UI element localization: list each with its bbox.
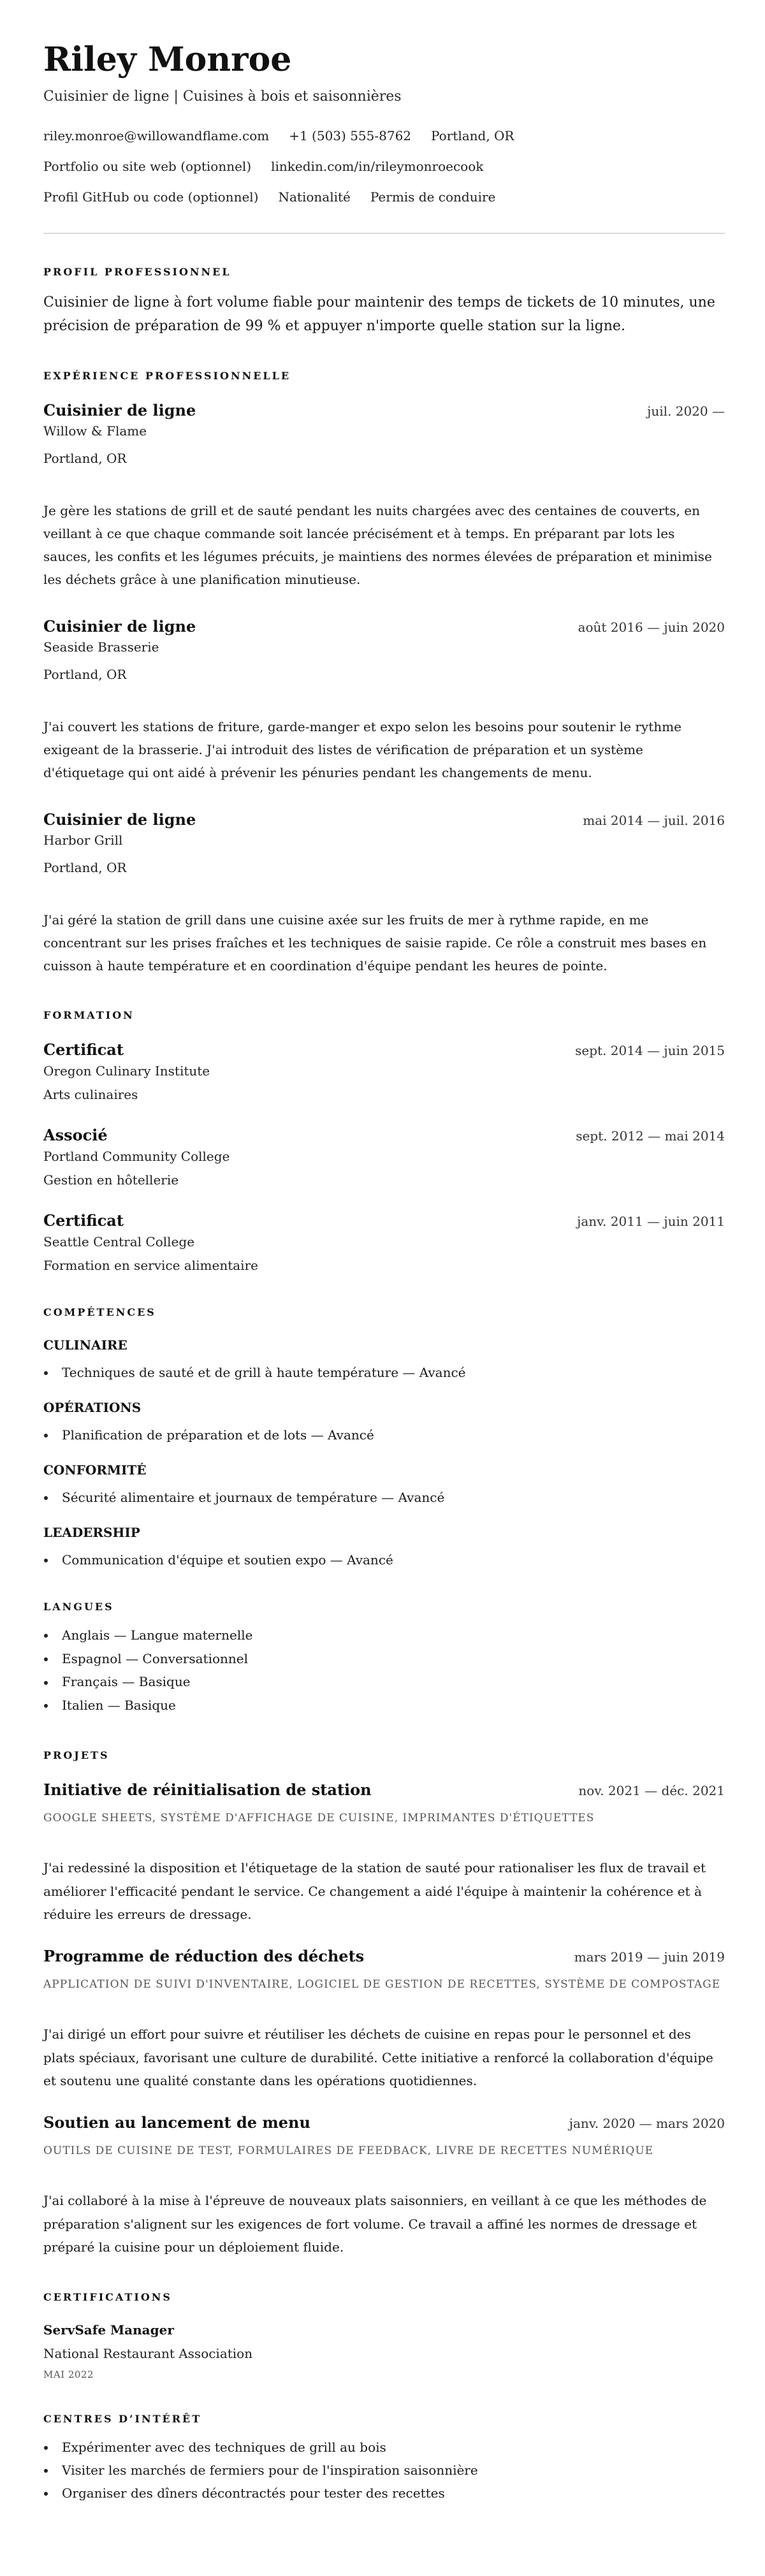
job-location: Portland, OR	[43, 860, 127, 875]
languages-list	[43, 1624, 725, 1717]
contact-item: Portland, OR	[431, 128, 514, 143]
contact-item: +1 (503) 555-8762	[289, 128, 412, 143]
institution: Seattle Central College	[43, 1234, 195, 1249]
contact-item: Nationalité	[278, 189, 351, 205]
language-item: Français — Basique	[43, 1670, 725, 1694]
certification-entry	[43, 2322, 725, 2381]
contact-row	[43, 127, 725, 145]
skill-category: CULINAIRE	[43, 1337, 127, 1353]
project-tools: GOOGLE SHEETS, SYSTÈME D'AFFICHAGE DE CUISINE, IMPRIMANTES D'ÉTIQUETTES	[43, 1811, 595, 1824]
project-tools: APPLICATION DE SUIVI D'INVENTAIRE, LOGICIEL DE GESTION DE RECETTES, SYSTÈME DE COMPOSTAGE	[43, 1977, 721, 1991]
job-header	[43, 401, 725, 421]
education-entry	[43, 1126, 725, 1189]
skill-item: Communication d'équipe et soutien expo — Avancé	[43, 1551, 725, 1569]
contact-row	[43, 188, 725, 206]
skill-item: Techniques de sauté et de grill à haute température — Avancé	[43, 1364, 725, 1381]
certification-issuer: National Restaurant Association	[43, 2346, 253, 2362]
job-title: Cuisinier de ligne	[43, 617, 196, 636]
field-of-study: Formation en service alimentaire	[43, 1258, 258, 1273]
skill-category: OPÉRATIONS	[43, 1400, 142, 1415]
company-name: Harbor Grill	[43, 833, 123, 848]
candidate-headline: Cuisinier de ligne | Cuisines à bois et saisonnières	[43, 89, 402, 105]
skill-category: CONFORMITÉ	[43, 1462, 147, 1478]
job-location: Portland, OR	[43, 451, 127, 466]
education-header	[43, 1211, 725, 1231]
field-of-study: Arts culinaires	[43, 1087, 138, 1102]
project-entry	[43, 2113, 725, 2259]
education-section	[43, 1008, 725, 1274]
job-entry	[43, 810, 725, 977]
contact-row	[43, 157, 725, 175]
section-heading: CERTIFICATIONS	[43, 2291, 172, 2304]
education-dates: janv. 2011 — juin 2011	[577, 1214, 725, 1229]
section-heading: PROJETS	[43, 1749, 110, 1761]
job-header	[43, 810, 725, 830]
contact-item: Profil GitHub ou code (optionnel)	[43, 189, 259, 205]
education-dates: sept. 2012 — mai 2014	[576, 1128, 725, 1144]
certification-date: MAI 2022	[43, 2369, 94, 2381]
project-dates: janv. 2020 — mars 2020	[569, 2116, 725, 2132]
section-heading: CENTRES D’INTÉRÊT	[43, 2413, 202, 2426]
project-dates: nov. 2021 — déc. 2021	[578, 1782, 725, 1798]
interest-item: Organiser des dîners décontractés pour tester des recettes	[43, 2482, 725, 2505]
skill-category: LEADERSHIP	[43, 1525, 140, 1540]
degree: Associé	[43, 1126, 108, 1144]
interest-item: Expérimenter avec des techniques de grill au bois	[43, 2436, 725, 2459]
degree: Certificat	[43, 1211, 124, 1230]
project-header	[43, 1780, 725, 1800]
section-heading: COMPÉTENCES	[43, 1306, 156, 1318]
job-dates: juil. 2020 —	[647, 404, 725, 419]
project-title: Initiative de réinitialisation de station	[43, 1780, 372, 1799]
company-name: Seaside Brasserie	[43, 639, 159, 655]
section-heading: LANGUES	[43, 1601, 114, 1613]
experience-section	[43, 369, 725, 977]
certifications-section	[43, 2290, 725, 2381]
interests-list	[43, 2436, 725, 2505]
contact-item: Portfolio ou site web (optionnel)	[43, 159, 252, 174]
education-dates: sept. 2014 — juin 2015	[575, 1043, 725, 1058]
language-item: Anglais — Langue maternelle	[43, 1624, 725, 1647]
job-description: J'ai couvert les stations de friture, garde-manger et expo selon les besoins pour soutenir le rythme exigeant de la brasserie. J'ai introduit des listes de vérification de préparation et un système d'étiquetage qui ont aidé à prévenir les pénuries pendant les changements de menu.	[43, 719, 681, 780]
email-link[interactable]: riley.monroe@willowandflame.com	[43, 128, 270, 143]
project-description: J'ai redessiné la disposition et l'étiquetage de la station de sauté pour rationaliser les flux de travail et améliorer l'efficacité pendant le service. Ce changement a aidé l'équipe à maintenir la cohérence et à réduire les erreurs de dressage.	[43, 1859, 706, 1923]
section-heading: PROFIL PROFESSIONNEL	[43, 266, 231, 278]
projects-section	[43, 1749, 725, 2259]
skill-list	[43, 1426, 725, 1444]
summary-text: Cuisinier de ligne à fort volume fiable pour maintenir des temps de tickets de 10 minutes, une précision de préparation de 99 % et appuyer n'importe quelle station sur la ligne.	[43, 295, 715, 334]
project-tools: OUTILS DE CUISINE DE TEST, FORMULAIRES DE FEEDBACK, LIVRE DE RECETTES NUMÉRIQUE	[43, 2144, 654, 2158]
education-entry	[43, 1211, 725, 1274]
job-location: Portland, OR	[43, 667, 127, 682]
skill-item: Planification de préparation et de lots — Avancé	[43, 1426, 725, 1444]
skill-list	[43, 1364, 725, 1381]
job-description: Je gère les stations de grill et de sauté pendant les nuits chargées avec des centaines de couverts, en veillant à ce que chaque commande soit lancée précisément et à temps. En préparant par lots les sauces, les confits et les légumes précuits, je maintiens des normes élevées de préparation et minimise les déchets grâce à une planification minutieuse.	[43, 503, 712, 587]
certification-name: ServSafe Manager	[43, 2322, 174, 2338]
project-header	[43, 1947, 725, 1967]
project-title: Programme de réduction des déchets	[43, 1946, 365, 1965]
job-description: J'ai géré la station de grill dans une cuisine axée sur les fruits de mer à rythme rapide, en me concentrant sur les prises fraîches et les techniques de saisie rapide. Ce rôle a construit mes bases en cuisson à haute température et en coordination d'équipe pendant les heures de pointe.	[43, 912, 707, 973]
field-of-study: Gestion en hôtellerie	[43, 1172, 179, 1188]
language-item: Espagnol — Conversationnel	[43, 1647, 725, 1671]
project-header	[43, 2113, 725, 2133]
languages-section	[43, 1600, 725, 1717]
skills-section	[43, 1306, 725, 1569]
project-title: Soutien au lancement de menu	[43, 2113, 310, 2132]
candidate-name: Riley Monroe	[43, 40, 292, 79]
job-dates: mai 2014 — juil. 2016	[583, 813, 725, 828]
skill-item: Sécurité alimentaire et journaux de température — Avancé	[43, 1488, 725, 1506]
job-dates: août 2016 — juin 2020	[578, 620, 725, 635]
project-entry	[43, 1780, 725, 1926]
institution: Oregon Culinary Institute	[43, 1063, 210, 1079]
project-description: J'ai dirigé un effort pour suivre et réutiliser les déchets de cuisine en repas pour le personnel et des plats spéciaux, favorisant une culture de durabilité. Cette initiative a renforcé la collaboration d'équipe et soutenu une qualité constante dans les opérations quotidiennes.	[43, 2026, 713, 2089]
project-entry	[43, 1947, 725, 2093]
education-entry	[43, 1040, 725, 1103]
project-description: J'ai collaboré à la mise à l'épreuve de nouveaux plats saisonniers, en veillant à ce que les méthodes de préparation s'alignent sur les exigences de fort volume. Ce travail a affiné les normes de dressage et préparé la cuisine pour un déploiement fluide.	[43, 2193, 707, 2255]
institution: Portland Community College	[43, 1149, 230, 1164]
job-entry	[43, 401, 725, 591]
job-title: Cuisinier de ligne	[43, 810, 196, 829]
section-heading: EXPÉRIENCE PROFESSIONNELLE	[43, 370, 291, 382]
company-name: Willow & Flame	[43, 423, 147, 439]
interests-section	[43, 2412, 725, 2505]
contact-info	[43, 127, 725, 206]
job-header	[43, 617, 725, 637]
project-dates: mars 2019 — juin 2019	[574, 1949, 725, 1965]
education-header	[43, 1126, 725, 1146]
job-entry	[43, 617, 725, 784]
summary-section	[43, 265, 725, 338]
resume-header	[43, 41, 725, 206]
interest-item: Visiter les marchés de fermiers pour de l'inspiration saisonnière	[43, 2459, 725, 2482]
header-divider	[43, 233, 725, 234]
contact-item: Permis de conduire	[370, 189, 496, 205]
section-heading: FORMATION	[43, 1009, 135, 1021]
skill-list	[43, 1551, 725, 1569]
job-title: Cuisinier de ligne	[43, 401, 196, 419]
degree: Certificat	[43, 1040, 124, 1059]
linkedin-link[interactable]: linkedin.com/in/rileymonroecook	[271, 159, 484, 174]
language-item: Italien — Basique	[43, 1694, 725, 1717]
skill-list	[43, 1488, 725, 1506]
education-header	[43, 1040, 725, 1060]
